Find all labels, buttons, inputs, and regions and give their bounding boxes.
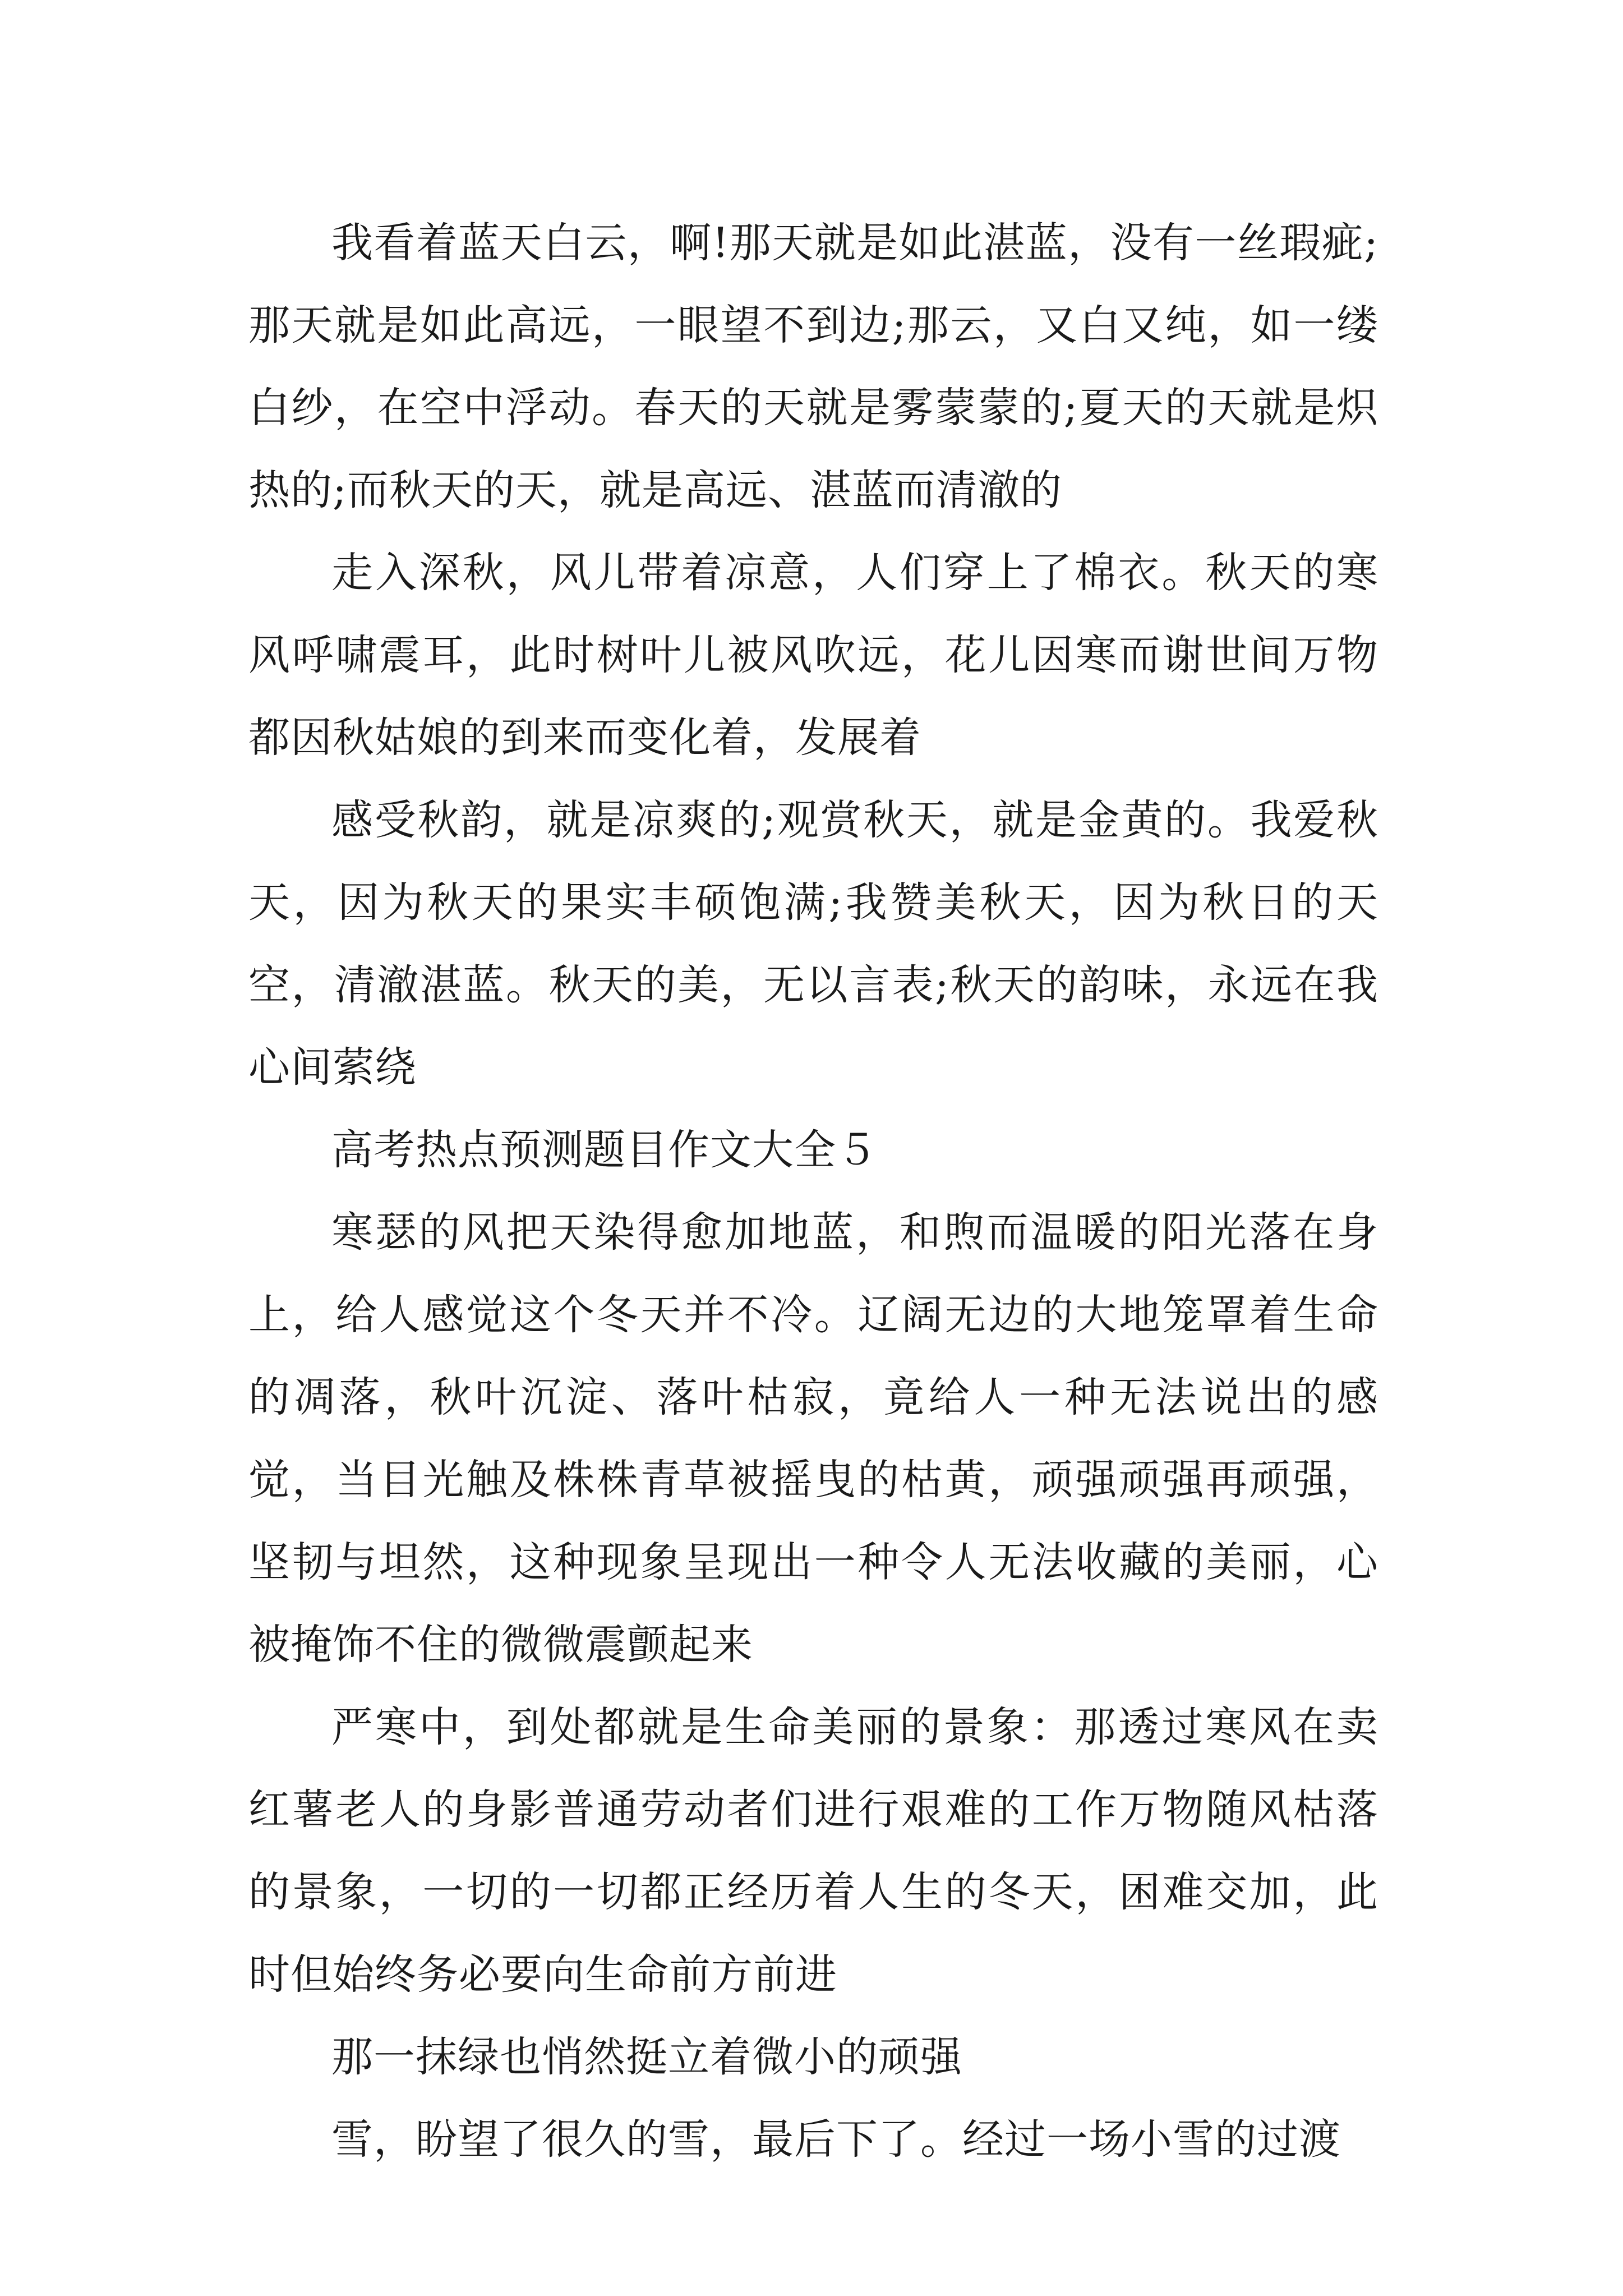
section-heading: 高考热点预测题目作文大全５ [331, 1126, 878, 1174]
paragraph-autumn-sky: 我看着蓝天白云，啊!那天就是如此湛蓝，没有一丝瑕疵;那天就是如此高远，一眼望不到边;那云，又白又纯，如一缕白纱，在空中浮动。春天的天就是雾蒙蒙的;夏天的天就是炽热的;而秋天的天，就是高远、湛蓝而清澈的 [248, 219, 1378, 514]
paragraph-cold-wind: 寒瑟的风把天染得愈加地蓝，和煦而温暖的阳光落在身上，给人感觉这个冬天并不冷。辽阔无边的大地笼罩着生命的凋落，秋叶沉淀、落叶枯寂，竟给人一种无法说出的感觉，当目光触及株株青草被摇曳的枯黄，顽强顽强再顽强，坚韧与坦然，这种现象呈现出一种令人无法收藏的美丽，心被掩饰不住的微微震颤起来 [248, 1208, 1378, 1669]
paragraph-green: 那一抹绿也悄然挺立着微小的顽强 [331, 2033, 962, 2081]
paragraph-snow: 雪，盼望了很久的雪，最后下了。经过一场小雪的过渡 [331, 2115, 1341, 2164]
document-body [248, 202, 1378, 2181]
paragraph-severe-cold: 严寒中，到处都就是生命美丽的景象：那透过寒风在卖红薯老人的身影普通劳动者们进行艰难的工作万物随风枯落的景象，一切的一切都正经历着人生的冬天，困难交加，此时但始终务必要向生命前方前进 [248, 1703, 1378, 1999]
paragraph-deep-autumn: 走入深秋，风儿带着凉意，人们穿上了棉衣。秋天的寒风呼啸震耳，此时树叶儿被风吹远，花儿因寒而谢世间万物都因秋姑娘的到来而变化着，发展着 [248, 549, 1378, 762]
paragraph-autumn-charm: 感受秋韵，就是凉爽的;观赏秋天，就是金黄的。我爱秋天，因为秋天的果实丰硕饱满;我赞美秋天，因为秋日的天空，清澈湛蓝。秋天的美，无以言表;秋天的韵味，永远在我心间萦绕 [248, 796, 1378, 1092]
